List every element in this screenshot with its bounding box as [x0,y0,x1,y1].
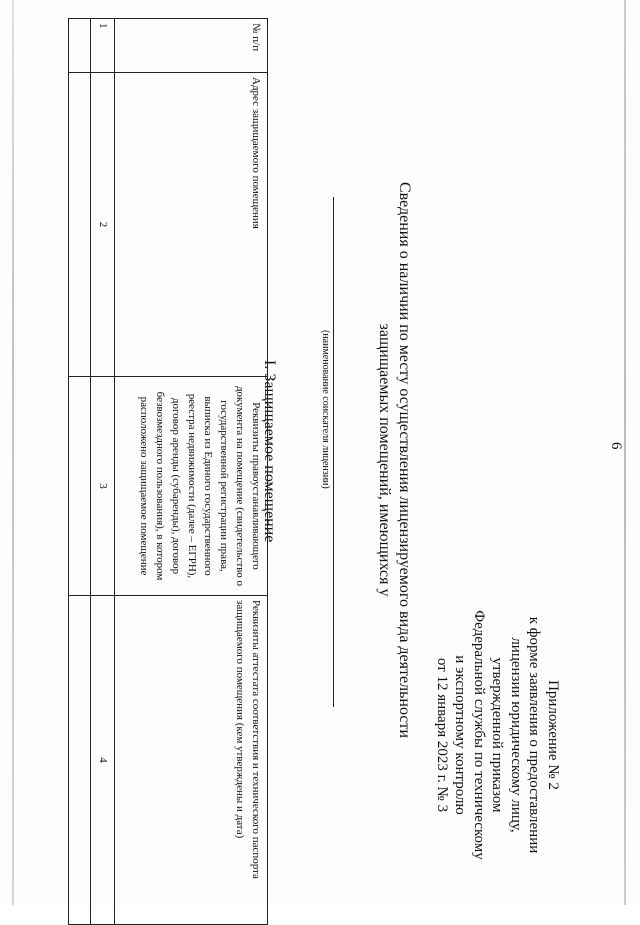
table-cell [69,596,91,925]
table-cell [69,377,91,596]
appendix-line: к форме заявления о предоставлении [526,616,543,854]
appendix-line: лицензии юридическому лицу, [508,637,524,833]
header-cell-address: Адрес защищаемого помещения [114,73,267,377]
appendix-block [433,585,563,885]
table-cell [69,73,91,377]
applicant-caption: (наименование соискателя лицензии) [320,330,331,489]
header-cell-attestation: Реквизиты аттестата соответствия и технического паспорта защищаемого помещения (кем утверждены и дата) [114,596,267,925]
column-number: 2 [90,73,114,377]
column-number: 4 [90,596,114,925]
appendix-line: и экспортному контролю [452,655,469,815]
premises-table [68,18,268,925]
header-cell-title-document: Реквизиты правоустанавливающего документа на помещение (свидетельство о государственной регистрации права, выписка из Единого государственного реестра недвижимости (далее – ЕГРН), договор аренды (субаренды), договор безвозмездного пользования), в котором расположено защищаемое помещение [114,377,267,596]
document-heading [374,150,414,770]
appendix-line: утвержденной приказом [489,657,506,813]
appendix-line: Приложение № 2 [545,680,561,790]
page-number: 6 [608,442,624,450]
table-row [69,19,91,925]
table-header-row [114,19,267,925]
table-numbering-row [90,19,114,925]
column-number: 1 [90,19,114,73]
appendix-line: от 12 января 2023 г. № 3 [434,657,450,813]
column-number: 3 [90,377,114,596]
header-cell-number: № п/п [114,19,267,73]
heading-line: Сведения о наличии по месту осуществления лицензируемого вида деятельности [396,181,413,739]
appendix-line: Федеральной службы по техническому [471,610,487,860]
section-title: I. Защищаемое помещение [261,360,278,543]
table-cell [69,19,91,73]
applicant-name-blank [333,197,334,707]
heading-line: защищаемых помещений, имеющихся у [376,323,393,597]
